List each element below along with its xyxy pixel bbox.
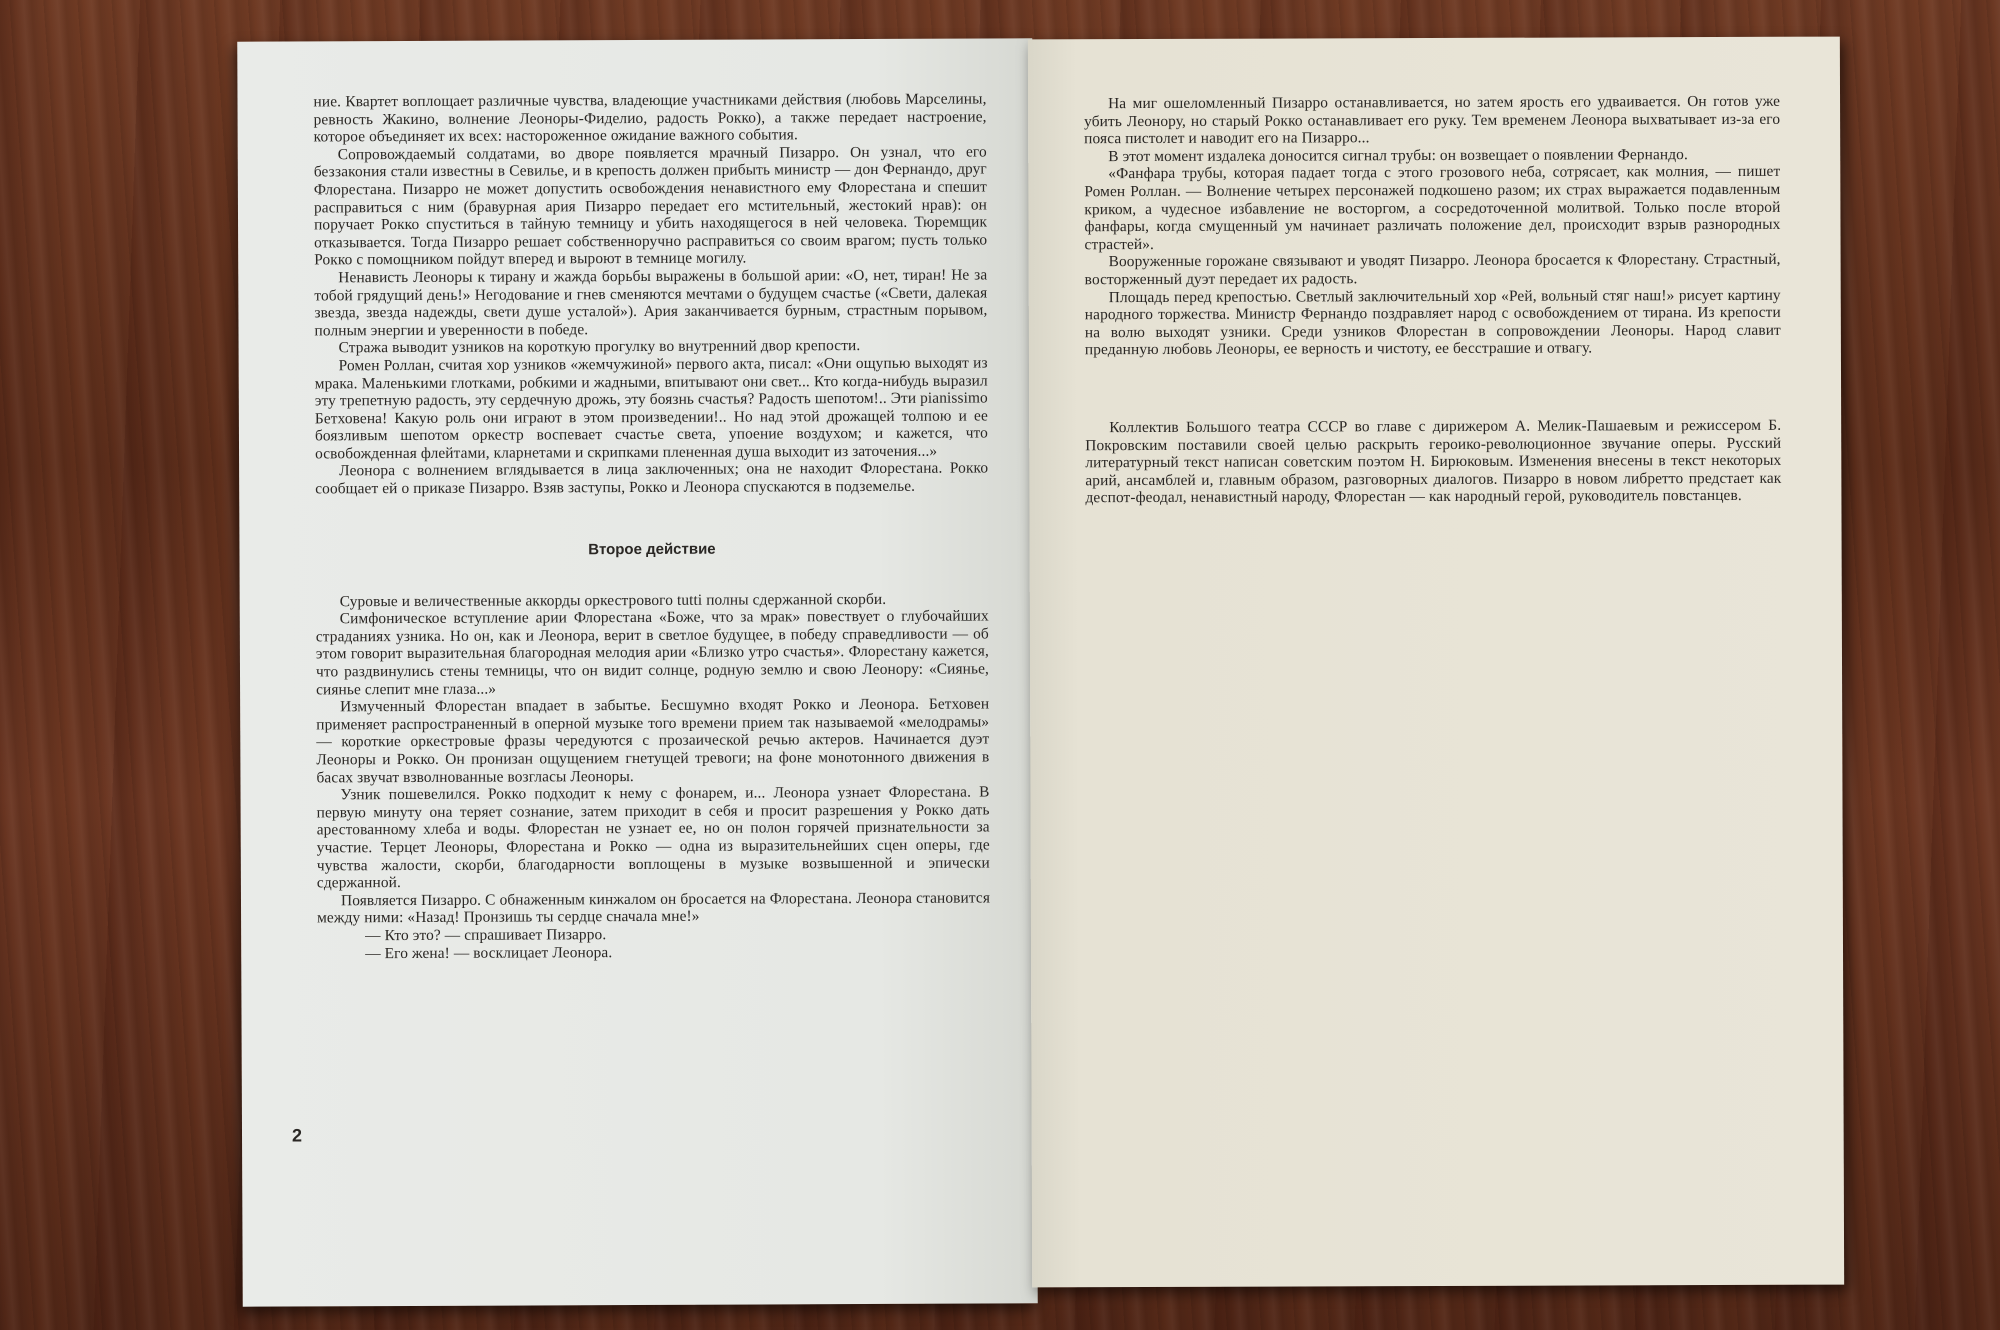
spacer [1085,357,1781,389]
paragraph: Узник пошевелился. Рокко подходит к нему с фонарем, и... Леонора узнает Флорестана. В первую минуту она теряет сознание, затем приходит в себя и просит разрешения у Рокко дать арестованному хлеба и воды. Флорестан не узнает ее, но он полон горячей признательности за участие. Терцет Леоноры, Флорестана и Рокко — одна из выразительнейших сцен оперы, где чувства жалости, скорби, благодарности воплощены в музыке возвышенной и эпически сдержанной. [316,783,990,892]
dialogue-line: — Его жена! — восклицает Леонора. [365,943,613,962]
paragraph: ние. Квартет воплощает различные чувства, владеющие участниками действия (любовь Марселины, ревность Жакино, волнение Леоноры-Фиделио, радость Рокко), а также передает настроение, которое объединяет их всех: настороженное ожидание важного события. [313,90,987,146]
section-heading: Второе действие [588,540,716,558]
paragraph: Ромен Роллан, считая хор узников «жемчужиной» первого акта, писал: «Они ощупью выходят из мрака. Маленькими глотками, робкими и жадными, впитывают они свет... Кто когда-нибудь выразил эту трепетную радость, эту сердечную дрожь, эту боязнь счастья? Радость шепотом!.. Эти pianissimo Бетховена! Какую роль они играют в этом произведении!.. Но над этой дрожащей толпою и ее боязливым шепотом оркестр воспевает счастье света, упоение воздухом; и кажется, что освобожденная флейтами, кларнетами и скрипками плененная душа выходит из заточения...» [314,354,988,463]
right-page [1028,37,1844,1288]
paragraph: Вооруженные горожане связывают и уводят Пизарро. Леонора бросается к Флорестану. Страстный, восторженный дуэт передает их радость. [1084,251,1781,289]
paragraph: Измученный Флорестан впадает в забытье. Бесшумно входят Рокко и Леонора. Бетховен применяет распространенный в оперной музыке того времени прием так называемой «мелодрамы» — короткие оркестровые фразы чередуются с прозаической речью актеров. Начинается дуэт Леоноры и Рокко. Он пронизан ощущением гнетущей тревоги; на фоне монотонного движения в басах звучат взволнованные возгласы Леоноры. [316,695,990,786]
paragraph: Появляется Пизарро. С обнаженным кинжалом он бросается на Флорестана. Леонора становится между ними: «Назад! Пронзишь ты сердце сначала мне!» [317,889,991,927]
paragraph: В этот момент издалека доносится сигнал трубы: он возвещает о появлении Фернандо. [1108,145,1688,165]
page-number: 2 [291,1125,303,1146]
closing-paragraph: Коллектив Большого театра СССР во главе с дирижером А. Мелик-Пашаевым и режиссером Б. Покровским поставили своей целью раскрыть героико-революционное звучание оперы. Русский литературный текст написан советским поэтом Н. Бирюковым. Изменения внесены в текст некоторых арий, ансамблей и, главным образом, разговорных диалогов. Пизарро в новом либретто предстает как деспот-феодал, ненавистный народу, Флорестан — как народный герой, руководитель повстанцев. [1085,416,1782,507]
paragraph: Леонора с волнением вглядывается в лица заключенных; она не находит Флорестана. Рокко сообщает ей о приказе Пизарро. Взяв заступы, Рокко и Леонора спускаются в подземелье. [315,459,989,498]
paragraph: Стража выводит узников на короткую прогулку во внутренний двор крепости. [338,337,861,357]
paragraph: «Фанфара трубы, которая падает тогда с этого грозового неба, сотрясает, как молния, — пишет Ромен Роллан. — Волнение четырех персонажей подкошено разом; их страх выражается подавленным криком, а чудесное избавление не восторгом, а сосредоточенной молитвой. Только после второй фанфары, когда смущенный ум начинает различать положение дел, происходит взрыв разнородных страстей». [1084,163,1781,253]
paragraph: На миг ошеломленный Пизарро останавливается, но затем ярость его удваивается. Он готов уже убить Леонору, но старый Рокко останавливает его руку. Тем временем Леонора выхватывает из-за его пояса пистолет и наводит его на Пизарро... [1084,92,1781,148]
left-page [237,38,1038,1306]
paragraph: Симфоническое вступление арии Флорестана «Боже, что за мрак» повествует о глубочайших страданиях узника. Но он, как и Леонора, верит в светлое будущее, в победу справедливости — об этом говорит выразительная благородная мелодия арии «Близко утро счастья». Флорестану кажется, что раздвинулись стены темницы, что он видит солнце, родную землю и свою Леонору: «Сиянье, сиянье слепит мне глаза...» [315,607,990,699]
spacer [1085,387,1781,419]
paragraph: Сопровождаемый солдатами, во дворе появляется мрачный Пизарро. Он узнал, что его беззакония стали известны в Севилье, и в крепость должен прибыть министр — дон Фернандо, друг Флорестана. Пизарро не может допустить освобождения ненавистного ему Флорестана и спешит расправиться с ним (бравурная ария Пизарро передает его мстительный, жестокий нрав): он поручает Рокко спуститься в тайную темницу и убить находящегося в ней человека. Тюремщик отказывается. Тогда Пизарро решает собственноручно расправиться со своим врагом; пусть только Рокко с помощником пойдут вперед и выроют в темнице могилу. [313,143,988,269]
paragraph: Площадь перед крепостью. Светлый заключительный хор «Рей, вольный стяг наш!» рисует картину народного торжества. Министр Фернандо поздравляет народ с освобождением от тирана. Из крепости на волю выходят узники. Среди узников Флорестан в сопровождении Леоноры. Народ славит преданную любовь Леоноры, ее верность и чистоту, ее бесстрашие и отвагу. [1084,286,1781,359]
paragraph: Ненависть Леоноры к тирану и жажда борьбы выражены в большой арии: «О, нет, тиран! Не за тобой грядущий день!» Негодование и гнев сменяются мечтами о будущем счастье («Свети, далекая звезда, звезда надежды, свети душе усталой»). Ария заканчивается бурным, страстным порывом, полным энергии и уверенности в победе. [314,266,988,340]
paragraph: Суровые и величественные аккорды оркестрового tutti полны сдержанной скорби. [339,590,887,610]
dialogue-line: — Кто это? — спрашивает Пизарро. [365,926,607,945]
